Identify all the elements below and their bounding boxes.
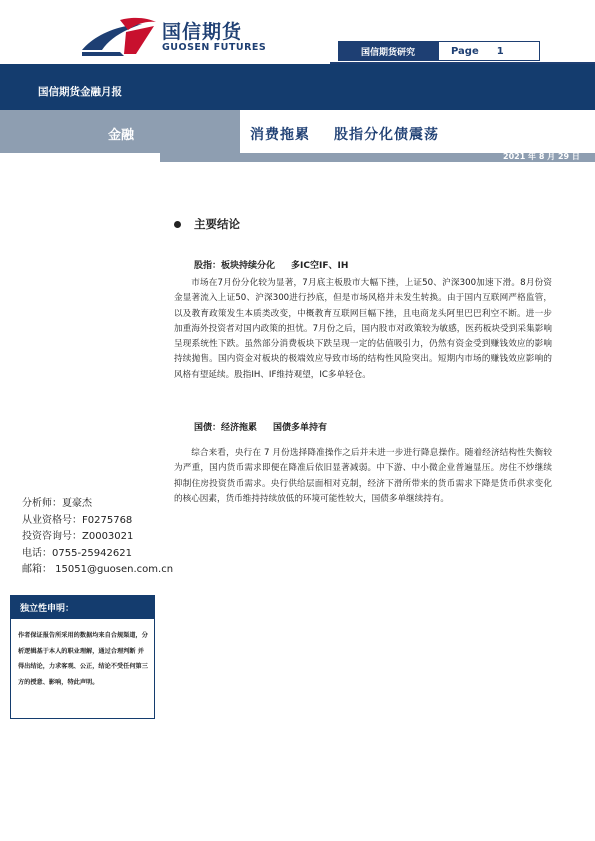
disclaimer-text: 作者保证报告所采用的数据均来自合规渠道，分析逻辑基于本人的职业理解，通过合理判断 并得出结论，力求客观、公正，结论不受任何第三方的授意、影响，特此声明。 — [18, 632, 148, 686]
analyst-phone: 电话：0755-25942621 — [22, 547, 132, 559]
analyst-info — [22, 496, 173, 579]
report-title-part1: 消费拖累 — [250, 127, 310, 143]
equity-paragraph: 市场在7月份分化较为显著，7月底主板股市大幅下挫，上证50、沪深300加速下滑。8月份资金显著流入上证50、沪深300进行抄底，但是市场风格并未发生转换。由于国内互联网严格监管，以及教育政策发生本质类改变，中概教育互联网巨幅下挫，且电商龙头阿里巴巴利空不断。进一步加重海外投资者对国内政策的担忧。7月份之后，国内股市对政策较为敏感，医药板块受到采集影响呈现系统性下跌。虽然部分消费板块下跌呈现一定的估值吸引力，仍然有资金受到赚钱效应的影响持续抛售。国内资金对板块的极端效应导致市场的结构性风险突出。短期内市场的赚钱效应影响的风格有望延续。股指IH、IF维持观望，IC多单轻仓。 — [174, 278, 552, 380]
bond-subheading-label: 国债：经济拖累 — [194, 423, 258, 433]
analyst-name: 分析师：夏豪杰 — [22, 498, 92, 509]
category-label: 金融 — [108, 128, 135, 143]
report-series-title: 国信期货金融月报 — [38, 86, 122, 98]
logo-english-name: GUOSEN FUTURES — [162, 42, 267, 53]
analyst-consult-number: 投资咨询号：Z0003021 — [22, 531, 134, 542]
report-title-part2: 股指分化债震荡 — [334, 127, 439, 143]
report-title — [250, 124, 439, 144]
report-date: 2021 年 8 月 29 日 — [503, 152, 580, 161]
equity-subheading — [194, 258, 348, 271]
analyst-email: 邮箱： 15051@guosen.com.cn — [22, 564, 174, 575]
bond-subheading — [194, 420, 327, 433]
page-indicator — [438, 41, 540, 61]
disclaimer-heading-text: 独立性申明： — [20, 603, 75, 614]
bullet-icon — [174, 221, 181, 228]
department-tag: 国信期货研究 — [338, 41, 438, 61]
analyst-license: 从业资格号：F0275768 — [22, 514, 133, 526]
page-label: Page — [451, 45, 479, 57]
page-number: 1 — [496, 45, 504, 57]
logo-chinese-name: 国信期货 — [162, 21, 243, 43]
equity-subheading-label: 股指：板块持续分化 — [194, 261, 276, 271]
guosen-logo-icon — [80, 14, 158, 58]
bond-subheading-advice: 国债多单持有 — [273, 423, 328, 433]
main-heading: 主要结论 — [194, 217, 240, 231]
disclaimer-heading — [10, 595, 155, 619]
bond-paragraph: 综合来看，央行在 7 月份选择降准操作之后并未进一步进行降息操作。随着经济结构性失衡较为严重，国内货币需求即便在降准后依旧显著减弱。中下游、中小微企业普遍显压。房住不炒继续抑制住房投资货币需求。央行供给层面相对克制，经济下滑所带来的货币需求下降是货币供求变化的核心因素，货币维持持续放低的环境可能性较大，国债多单继续持有。 — [174, 448, 552, 504]
equity-subheading-advice: 多IC空IF、IH — [291, 261, 349, 271]
